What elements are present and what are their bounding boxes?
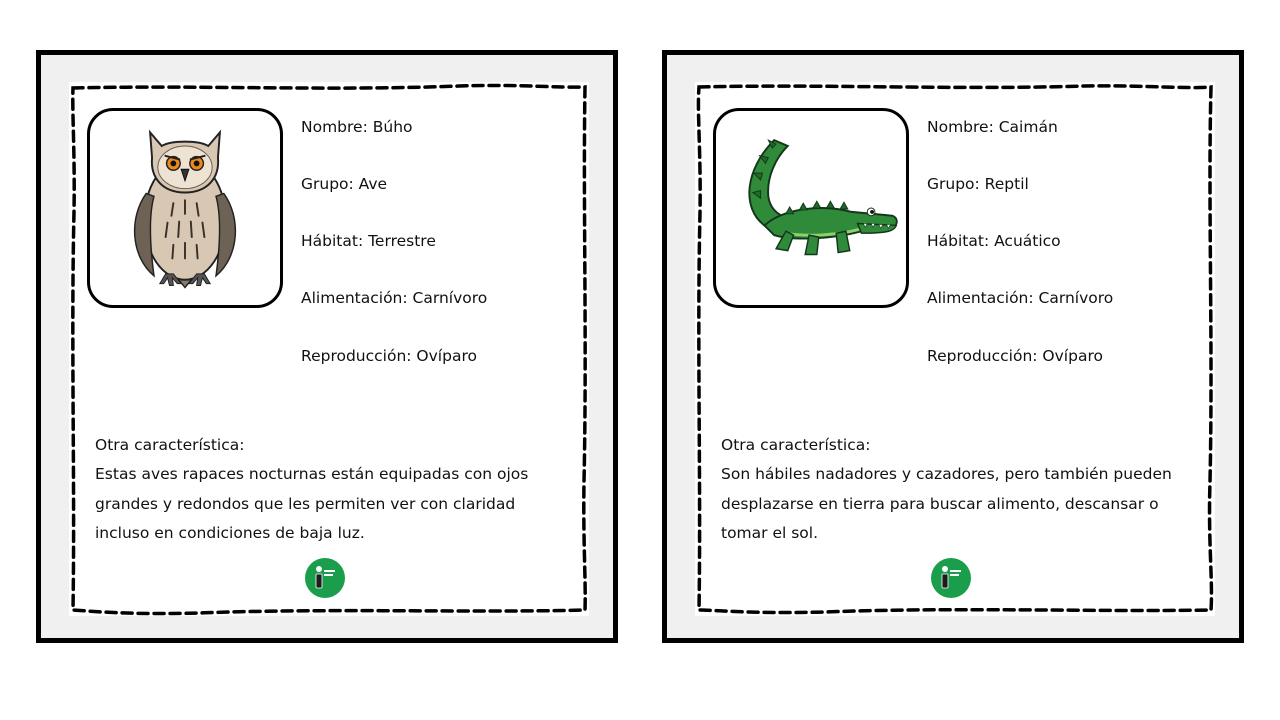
other-characteristic-title: Otra característica:	[95, 436, 245, 454]
field-habitat: Hábitat: Acuático	[927, 232, 1061, 250]
field-alimentacion: Alimentación: Carnívoro	[301, 289, 488, 307]
crocodile-illustration	[716, 111, 906, 305]
brand-logo-icon	[305, 558, 345, 598]
field-nombre: Nombre: Caimán	[927, 118, 1058, 136]
field-reproduccion: Reproducción: Ovíparo	[301, 347, 477, 365]
other-characteristic-title: Otra característica:	[721, 436, 871, 454]
animal-image-frame	[713, 108, 909, 308]
animal-image-frame	[87, 108, 283, 308]
animal-card-buho	[36, 50, 618, 643]
field-habitat: Hábitat: Terrestre	[301, 232, 436, 250]
owl-illustration	[90, 111, 280, 305]
other-characteristic	[95, 433, 565, 549]
card-inner-panel	[695, 82, 1215, 616]
field-alimentacion: Alimentación: Carnívoro	[927, 289, 1114, 307]
card-inner-panel	[69, 82, 589, 616]
field-reproduccion: Reproducción: Ovíparo	[927, 347, 1103, 365]
animal-card-caiman	[662, 50, 1244, 643]
field-nombre: Nombre: Búho	[301, 118, 413, 136]
other-characteristic-text: Estas aves rapaces nocturnas están equipadas con ojos grandes y redondos que les permiten ver con claridad incluso en condiciones de baja luz.	[95, 465, 529, 542]
other-characteristic-text: Son hábiles nadadores y cazadores, pero también pueden desplazarse en tierra para buscar alimento, descansar o tomar el sol.	[721, 465, 1172, 542]
field-grupo: Grupo: Ave	[301, 175, 388, 193]
brand-logo-icon	[931, 558, 971, 598]
field-grupo: Grupo: Reptil	[927, 175, 1029, 193]
other-characteristic	[721, 433, 1191, 549]
